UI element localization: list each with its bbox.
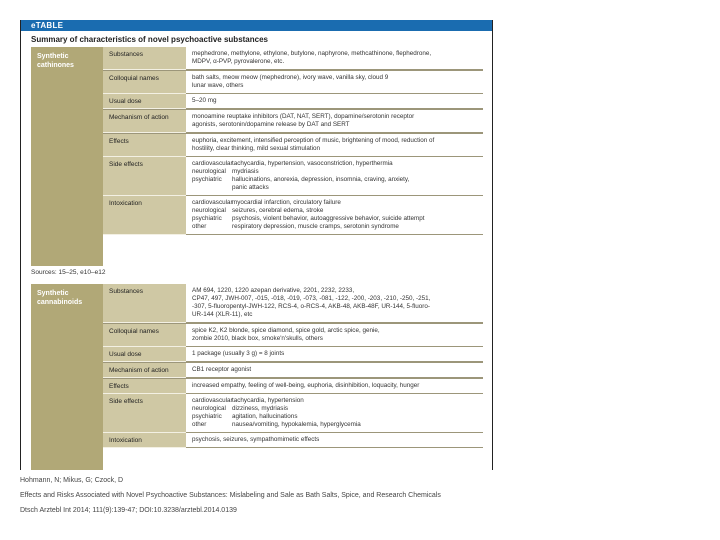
row-label: Usual dose bbox=[103, 94, 186, 109]
pair-value: psychosis, violent behavior, autoaggressive behavior, suicide attempt bbox=[232, 215, 425, 222]
row-label: Substances bbox=[103, 47, 186, 70]
row-value bbox=[186, 94, 483, 108]
value-line: AM 694, 1220, 1220 azepan derivative, 2201, 2232, 2233, bbox=[192, 287, 355, 294]
pair-value: myocardial infarction, circulatory failure bbox=[232, 199, 341, 206]
row-value bbox=[186, 363, 483, 377]
row-value bbox=[186, 71, 483, 93]
row-label: Intoxication bbox=[103, 433, 186, 448]
pair-value: panic attacks bbox=[232, 184, 269, 191]
value-line: mephedrone, methylone, ethylone, butylone, naphyrone, methcathinone, flephedrone, bbox=[192, 50, 432, 57]
pair-key: neurological bbox=[192, 207, 226, 214]
row-value bbox=[186, 110, 483, 132]
value-line: hostility, clear thinking, mild sexual stimulation bbox=[192, 145, 320, 152]
category-label: Synthetic cannabinoids bbox=[31, 284, 103, 470]
row-label: Side effects bbox=[103, 157, 186, 196]
row-value bbox=[186, 433, 483, 447]
table-row bbox=[103, 134, 483, 157]
row-value bbox=[186, 196, 483, 234]
value-pair bbox=[192, 397, 477, 405]
citation-article: Effects and Risks Associated with Novel Psychoactive Substances: Mislabeling and Sale as Bath Salts, Spice, and Research Chemicals bbox=[20, 492, 441, 499]
sources-note: Sources: 15–25, e10–e12 bbox=[31, 269, 106, 276]
table-row bbox=[103, 47, 483, 71]
pair-key: neurological bbox=[192, 168, 226, 175]
pair-value: dizziness, mydriasis bbox=[232, 405, 288, 412]
pair-key: other bbox=[192, 223, 207, 230]
value-pair bbox=[192, 215, 477, 223]
pair-value: seizures, cerebral edema, stroke bbox=[232, 207, 324, 214]
value-pair bbox=[192, 207, 477, 215]
row-label: Colloquial names bbox=[103, 71, 186, 94]
pair-key: psychiatric bbox=[192, 176, 222, 183]
section-synthetic-cathinones bbox=[31, 47, 483, 266]
section-synthetic-cannabinoids bbox=[31, 284, 483, 470]
value-line: CB1 receptor agonist bbox=[192, 366, 252, 373]
etable-frame bbox=[20, 20, 493, 470]
value-line: UR-144 (XLR-11), etc bbox=[192, 311, 253, 318]
pair-key: cardiovascular bbox=[192, 160, 233, 167]
table-row bbox=[103, 433, 483, 448]
table-title: Summary of characteristics of novel psychoactive substances bbox=[31, 35, 268, 44]
pair-value: nausea/vomiting, hypokalemia, hyperglycemia bbox=[232, 421, 361, 428]
section-rows bbox=[103, 284, 483, 448]
section-rows bbox=[103, 47, 483, 235]
value-line: 5–20 mg bbox=[192, 97, 217, 104]
row-value bbox=[186, 394, 483, 432]
value-line: -307, 5-fluoropentyl-JWH-122, RCS-4, o-RCS-4, AKB-48, AKB-48F, UR-144, 5-fluoro- bbox=[192, 303, 430, 310]
value-pair bbox=[192, 168, 477, 176]
value-line: increased empathy, feeling of well-being, euphoria, disinhibition, loquacity, hunger bbox=[192, 382, 420, 389]
table-row bbox=[103, 71, 483, 94]
table-row bbox=[103, 157, 483, 196]
value-line: euphoria, excitement, intensified perception of music, brightening of mood, reduction of bbox=[192, 137, 435, 144]
row-value bbox=[186, 324, 483, 346]
row-value bbox=[186, 157, 483, 195]
value-line: spice K2, K2 blonde, spice diamond, spice gold, arctic spice, genie, bbox=[192, 327, 380, 334]
row-label: Mechanism of action bbox=[103, 363, 186, 378]
row-value bbox=[186, 284, 483, 322]
citation-authors: Hohmann, N; Mikus, G; Czock, D bbox=[20, 477, 124, 484]
value-line: monoamine reuptake inhibitors (DAT, NAT, SERT), dopamine/serotonin receptor bbox=[192, 113, 415, 120]
row-label: Side effects bbox=[103, 394, 186, 433]
row-label: Usual dose bbox=[103, 347, 186, 362]
pair-key: psychiatric bbox=[192, 413, 222, 420]
table-row bbox=[103, 324, 483, 347]
value-line: psychosis, seizures, sympathomimetic effects bbox=[192, 436, 320, 443]
value-line: CP47, 497, JWH-007, -015, -018, -019, -073, -081, -122, -200, -203, -210, -250, -251, bbox=[192, 295, 431, 302]
etable-header: eTABLE bbox=[21, 20, 492, 31]
row-label: Substances bbox=[103, 284, 186, 323]
table-row bbox=[103, 347, 483, 363]
row-value bbox=[186, 347, 483, 361]
pair-key: neurological bbox=[192, 405, 226, 412]
value-pair bbox=[192, 223, 477, 231]
row-value bbox=[186, 134, 483, 156]
row-label: Colloquial names bbox=[103, 324, 186, 347]
value-line: MDPV, α-PVP, pyrovalerone, etc. bbox=[192, 58, 285, 65]
pair-key: cardiovascular bbox=[192, 397, 233, 404]
value-line: zombie 2010, black box, smoke'n'skulls, others bbox=[192, 335, 323, 342]
category-label: Synthetic cathinones bbox=[31, 47, 103, 266]
pair-value: respiratory depression, muscle cramps, serotonin syndrome bbox=[232, 223, 399, 230]
row-label: Effects bbox=[103, 134, 186, 157]
table-row bbox=[103, 110, 483, 134]
table-row bbox=[103, 94, 483, 110]
citation-journal: Dtsch Arztebl Int 2014; 111(9):139-47; DOI:10.3238/arztebl.2014.0139 bbox=[20, 507, 237, 514]
pair-value: tachycardia, hypertension bbox=[232, 397, 304, 404]
table-row bbox=[103, 284, 483, 324]
row-value bbox=[186, 379, 483, 393]
pair-key: psychiatric bbox=[192, 215, 222, 222]
value-pair bbox=[192, 199, 477, 207]
row-label: Intoxication bbox=[103, 196, 186, 235]
pair-value: tachycardia, hypertension, vasoconstriction, hyperthermia bbox=[232, 160, 393, 167]
table-row bbox=[103, 394, 483, 433]
value-line: agonists, serotonin/dopamine release by DAT and SERT bbox=[192, 121, 350, 128]
row-label: Effects bbox=[103, 379, 186, 394]
value-pair bbox=[192, 184, 477, 192]
value-pair bbox=[192, 405, 477, 413]
table-row bbox=[103, 379, 483, 394]
pair-value: hallucinations, anorexia, depression, insomnia, craving, anxiety, bbox=[232, 176, 410, 183]
pair-key: cardiovascular bbox=[192, 199, 233, 206]
value-line: bath salts, meow meow (mephedrone), ivory wave, vanilla sky, cloud 9 bbox=[192, 74, 389, 81]
pair-value: mydriasis bbox=[232, 168, 259, 175]
table-row bbox=[103, 196, 483, 235]
value-pair bbox=[192, 176, 477, 184]
pair-key: other bbox=[192, 421, 207, 428]
table-row bbox=[103, 363, 483, 379]
value-pair bbox=[192, 160, 477, 168]
value-pair bbox=[192, 421, 477, 429]
pair-value: agitation, hallucinations bbox=[232, 413, 298, 420]
row-value bbox=[186, 47, 483, 69]
value-pair bbox=[192, 413, 477, 421]
pair-key bbox=[192, 184, 232, 192]
value-line: 1 package (usually 3 g) = 8 joints bbox=[192, 350, 285, 357]
row-label: Mechanism of action bbox=[103, 110, 186, 133]
value-line: lunar wave, others bbox=[192, 82, 244, 89]
